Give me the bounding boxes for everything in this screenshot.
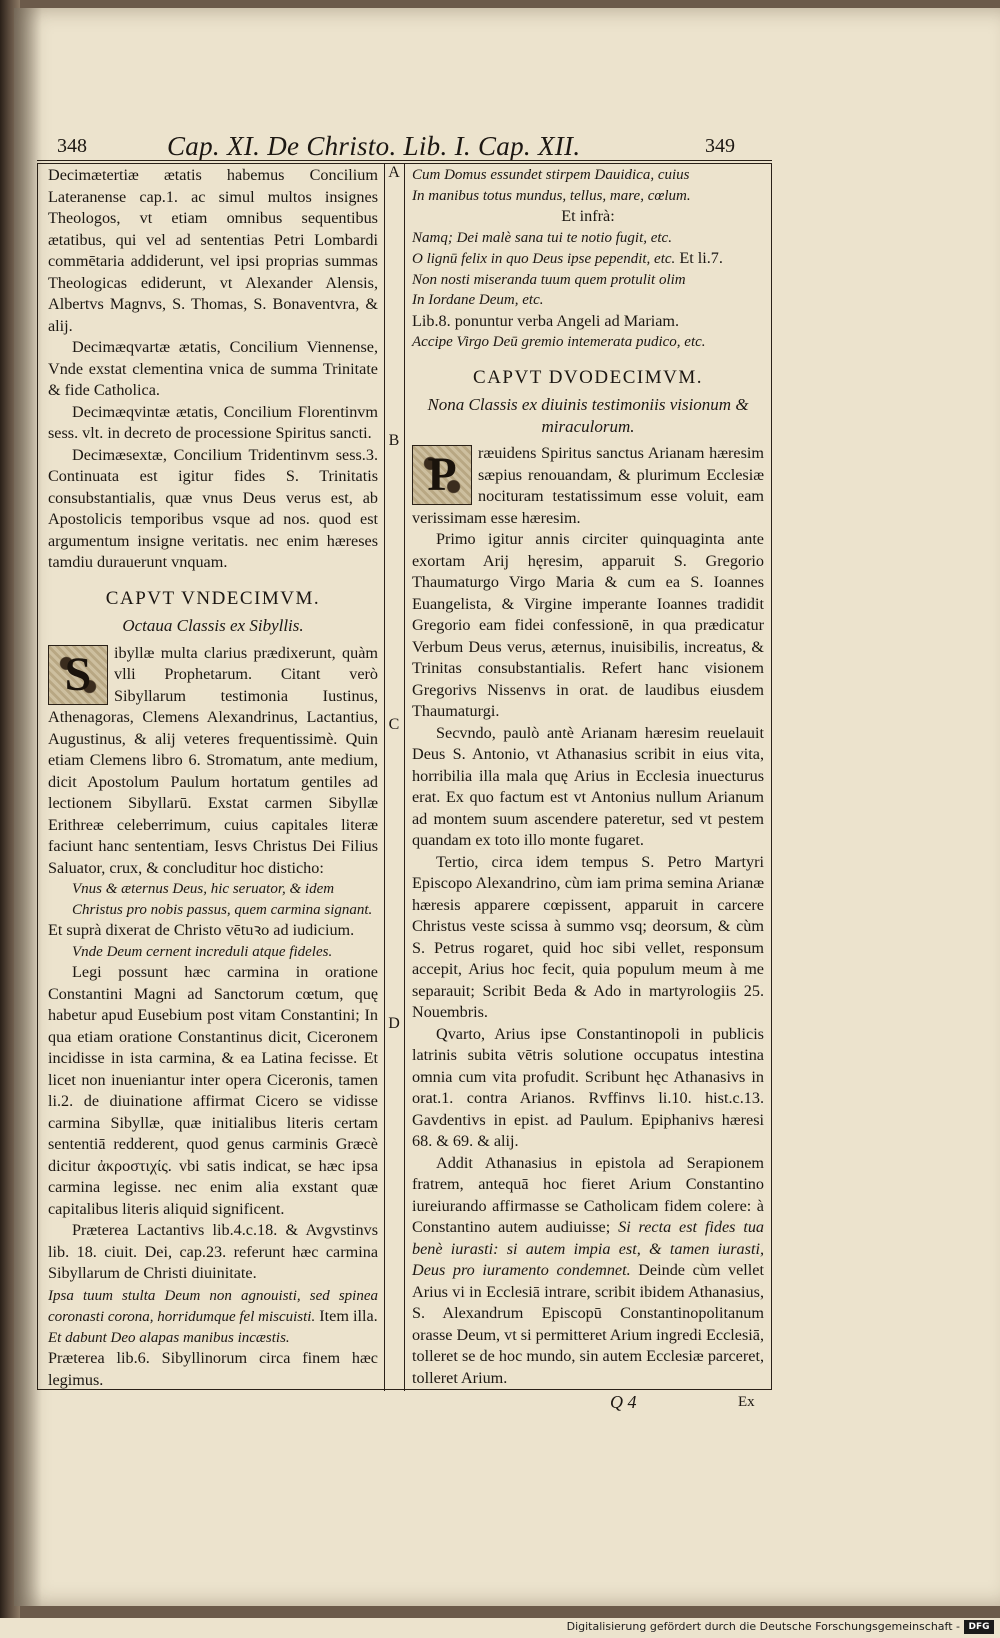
right-page-number: 349	[705, 135, 735, 157]
right-para-5: Qvarto, Arius ipse Constantinopoli in publicis latrinis subita vētris solutione occupatus intestina omnia cum vita profudit. Scribunt hęc Athanasivs in orat.1. contra Arianos. Rvffinvs li.10. hist.c.13. Gavdentivs in epist. ad Paulum. Epiphanivs hæresi 68. & 69. & alij.	[412, 1024, 764, 1150]
right-para-2: Primo igitur annis circiter quinquaginta ante exortam Arij hęresim, apparuit S. Gregorio Thaumaturgo Virgo Maria & cum ea S. Ioannes Euangelista, & Virgine imperante Ioannes tradidit Gregorio eam fidei confessionē, in qua prædicatur Verbum Deus verus, æternus, inuisibilis, increatus, & Trinitas consubstantialis. Refert hanc visionem Gregorivs Nissenvs in orat. de laudibus eiusdem Thaumaturgi.	[412, 530, 764, 720]
dropcap-p	[412, 445, 472, 505]
right-verse-2: In manibus totus mundus, tellus, mare, cœlum.	[412, 187, 691, 204]
column-rule-right	[404, 163, 405, 1391]
page-header	[37, 131, 772, 163]
left-verse-4: Ipsa tuum stulta Deum non agnouisti, sed spinea coronasti corona, horridumque fel miscuisti.	[48, 1287, 378, 1325]
left-para-5: ibyllæ multa clarius prædixerunt, quàm vlli Prophetarum. Citant verò Sibyllarum testimonia Iustinus, Athenagoras, Clemens Alexandrinus, Lactantius, Augustinus, & alij veteres frequentissimè. Quin etiam Clemens libro 6. Stromatum, ante medium, dicit Apostolum Paulum hortatum gentiles ad lectionem Sibyllarū. Exstat carmen Sibyllæ Erithreæ celeberrimum, cuius capitales literæ faciunt hanc sententiam, Iesvs Christus Dei Filius Saluator, crux, & concluditur hoc disticho:	[48, 643, 378, 877]
running-head: Cap. XI. De Christo. Lib. I. Cap. XII.	[167, 131, 581, 161]
right-column	[412, 165, 764, 1389]
dropcap-s	[48, 645, 108, 705]
right-verse-6: In Iordane Deum, etc.	[412, 292, 544, 308]
chapter-heading-12: CAPVT DVODECIMVM.	[473, 366, 703, 388]
right-verse-3: Namq; Dei malè sana tui te notio fugit, etc.	[412, 229, 672, 246]
right-para-6-quote: Si recta est fides tua benè iurasti: si autem impia est, & tamen iurasti, Deus pro iuramento condemnet.	[412, 1218, 765, 1279]
header-rule	[37, 160, 772, 161]
dfg-logo: DFG	[964, 1620, 994, 1634]
chapter-subhead-11: Octaua Classis ex Sibyllis.	[122, 616, 304, 635]
left-para-1: Decimætertiæ ætatis habemus Concilium Lateranense cap.1. ac simul multos insignes Theologos, vt etiam omnibus sequentibus ætatibus, qui vel ad sententias Petri Lombardi commētaria addiderunt, vel ipsi proprias summas Theologicas ediderunt, vt Alexander Alensis, Albertvs Magnvs, S. Thomas, S. Bonaventvra, & alij.	[48, 166, 378, 335]
footer-credit: Digitalisierung gefördert durch die Deutsche Forschungsgemeinschaft -	[566, 1620, 960, 1633]
catchword: Ex	[738, 1394, 755, 1410]
left-para-9: Præterea lib.6. Sibyllinorum circa finem hæc legimus.	[48, 1349, 378, 1389]
left-verse-5: Et dabunt Deo alapas manibus incæstis.	[48, 1329, 290, 1346]
dropcap-letter-p: P	[427, 448, 457, 501]
left-para-2: Decimæqvartæ ætatis, Concilium Viennense, Vnde exstat clementina vnica de summa Trinitate & fide Catholica.	[48, 338, 378, 399]
right-para-3: Secvndo, paulò antè Arianam hæresim reuelauit Deus S. Antonio, vt Athanasius scribit in eius vita, horribilia illa mala quę Arius in Ecclesia inuecturus erat. Ex quo factum est vt Antonius nullum Arianum ad montem suum ascendere pateretur, sed vt pestem quandam ex toto illo monte fugaret.	[412, 723, 764, 849]
left-verse-2: Christus pro nobis passus, quem carmina signant.	[72, 901, 373, 918]
left-column	[48, 165, 378, 1391]
left-para-3: Decimæqvintæ ætatis, Concilium Florentinvm sess. vlt. in decreto de processione Spiritus sancti.	[48, 402, 378, 442]
right-infra: Et infrà:	[561, 207, 615, 225]
right-verse-1: Cum Domus essundet stirpem Dauidica, cuius	[412, 167, 690, 183]
left-verse-1: Vnus & æternus Deus, hic seruator, & idem	[72, 881, 335, 897]
left-verse-4-tail: Item illa.	[319, 1307, 378, 1325]
right-para-1: ræuidens Spiritus sanctus Arianam hæresim sæpius renouandam, & plurimum Ecclesiæ nocituram testatissimum esse voluit, eam verissimam esse hæresim.	[412, 444, 764, 527]
dropcap-letter-s: S	[64, 647, 92, 701]
column-rule-left	[384, 163, 385, 1391]
margin-letter-c: C	[388, 716, 400, 733]
left-para-8: Præterea Lactantivs lib.4.c.18. & Avgvstinvs lib. 18. ciuit. Dei, cap.23. referunt hæc carmina Sibyllarum de Christi diuinitate.	[48, 1221, 378, 1282]
right-para-6-a: Addit Athanasius in epistola ad Serapionem fratrem, antequā hoc fieret Arium Constantino iureiurando affirmasse se Catholicam fidem colere: à Constantino autem audiuisse;	[412, 1153, 764, 1236]
right-verse-4: O lignū felix in quo Deus ipse pependit, etc.	[412, 251, 676, 267]
left-para-6: Et suprà dixerat de Christo vētuꝛo ad iudicium.	[48, 921, 355, 939]
right-para-4: Tertio, circa idem tempus S. Petro Martyri Episcopo Alexandrino, cùm iam prima semina Arianæ hæresis apparere cœpissent, apparuit in carcere Christus veste scissa à summo vsq; deorsum, & cùm S. Petrus rogaret, quid hoc sibi vellet, responsum accepit, Arius hoc fecit, quia populum meum à me separauit; Scribit Beda & Ado in martyrologiis 25. Nouembris.	[412, 852, 764, 1021]
left-para-4: Decimæsextæ, Concilium Tridentinvm sess.3. Continuata est igitur fides S. Trinitatis consubstantialis, quæ vnus Deus verus est, ab Apostolicis temporibus vsque ad nos. quod est argumentum insigne veritatis. nec enim hæreses tamdiu durauerunt vnquam.	[48, 445, 378, 571]
margin-letter-d: D	[388, 1015, 400, 1032]
right-verse-7: Accipe Virgo Deū gremio intemerata pudico, etc.	[412, 334, 706, 350]
signature-mark: Q 4	[610, 1392, 637, 1412]
right-verse-5: Non nosti miseranda tuum quem protulit olim	[412, 271, 686, 288]
chapter-subhead-12: Nona Classis ex diuinis testimoniis visionum & miraculorum.	[427, 395, 749, 436]
right-para-6-b: Deinde cùm vellet Arius vi in Ecclesiā intrare, scribit ibidem Athanasius, S. Alexandrum Episcopū Constantinopolitanum orasse Deum, vt si permitteret Arium ingredi Ecclesiā, tolleret se de hoc mundo, sin autem Ecclesiæ parceret, tolleret Arium.	[412, 1261, 764, 1387]
left-para-7: Legi possunt hæc carmina in oratione Constantini Magni ad Sanctorum cœtum, quę habetur apud Eusebium post vitam Constantini; In qua etiam oratione Constantinus dicit, Ciceronem incidisse in ista carmina, & ea Latina fecisse. Et licet non inueniantur inter opera Ciceronis, tamen li.2. de diuinatione affirmat Cicero se vidisse carmina Sibyllæ, quæ initialibus literis certam sententiā redderent, quod genus carminis Græcè dicitur ἀκροστιχίς. vbi satis indicat, se hæc ipsa carmina legisse. nec enim alia exstant quæ capitalibus literis aliquid significent.	[48, 963, 378, 1218]
right-line-lib8: Lib.8. ponuntur verba Angeli ad Mariam.	[412, 311, 680, 330]
right-verse-4-tail: Et li.7.	[679, 249, 723, 267]
margin-letter-b: B	[388, 432, 400, 449]
chapter-heading-11: CAPVT VNDECIMVM.	[105, 587, 321, 609]
margin-letter-a: A	[388, 164, 400, 181]
left-page-number: 348	[57, 135, 87, 157]
left-verse-3: Vnde Deum cernent increduli atque fideles.	[72, 943, 333, 960]
